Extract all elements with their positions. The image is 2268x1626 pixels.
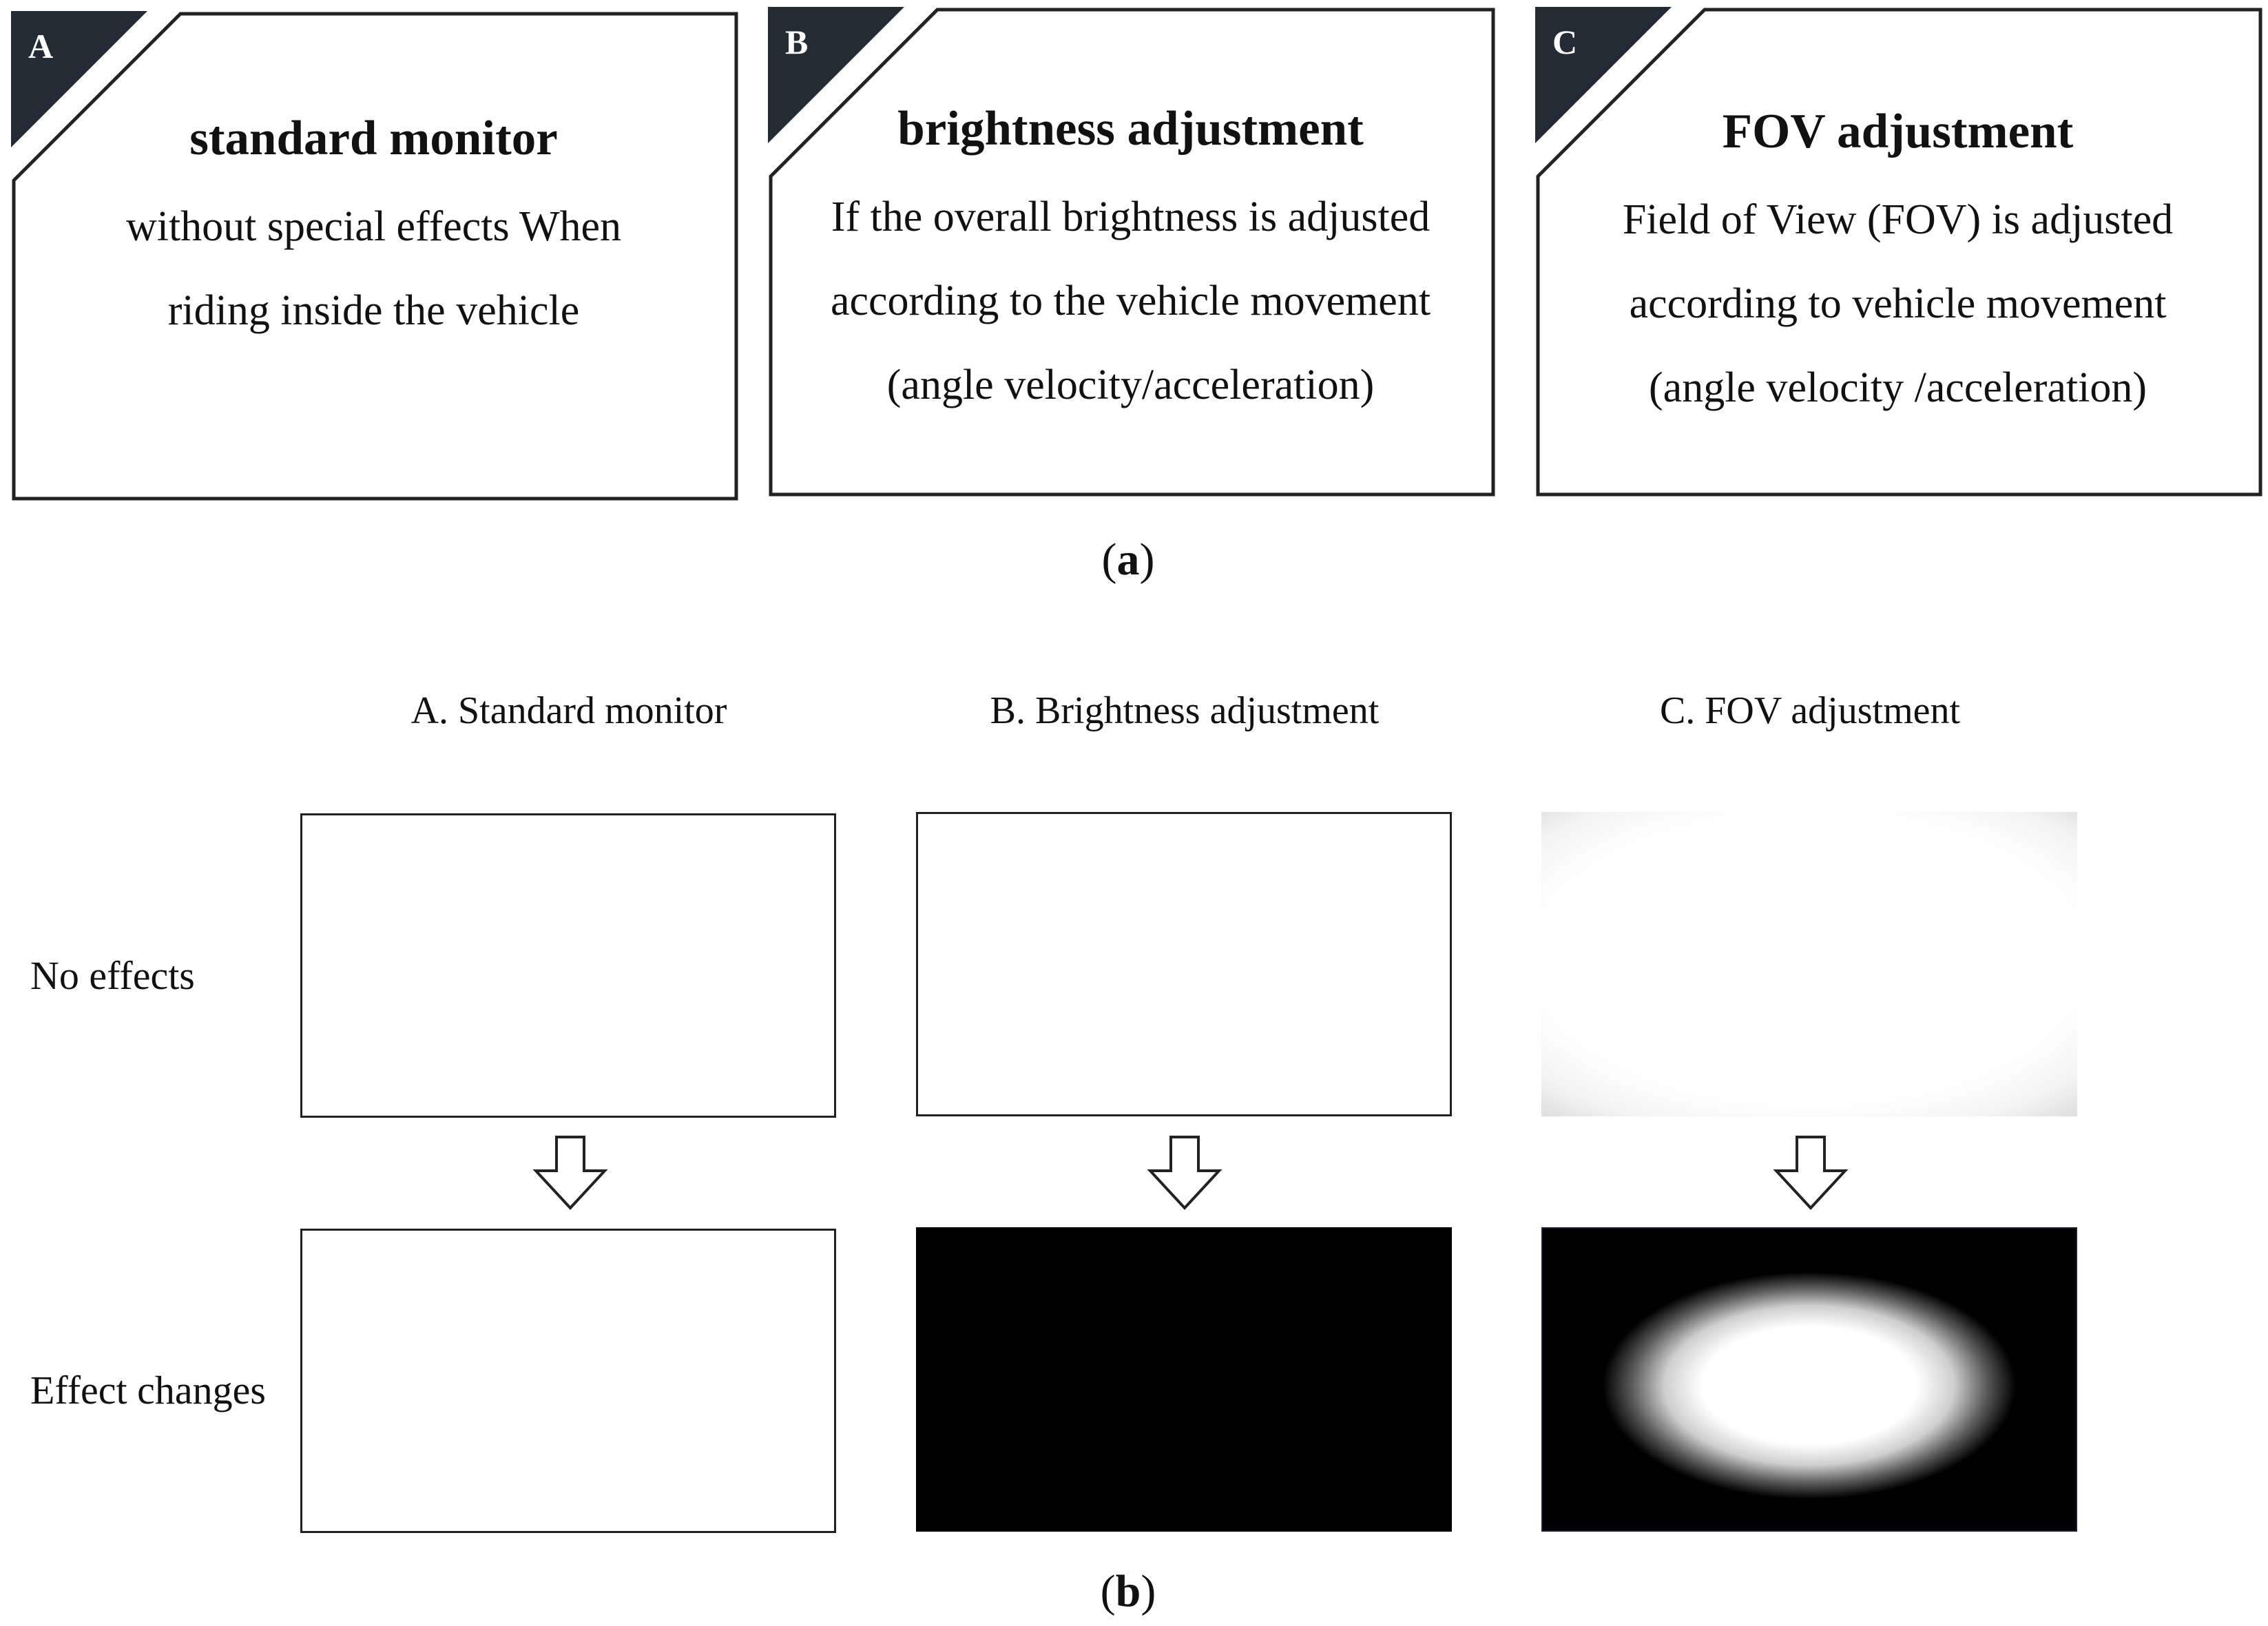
card-text-line: (angle velocity /acceleration) [1649, 364, 2147, 411]
card-text-line: according to the vehicle movement [830, 278, 1431, 324]
card-c [1534, 6, 2262, 496]
card-title: FOV adjustment [1722, 105, 2074, 158]
row-header-no-effects: No effects [30, 953, 195, 998]
caption-a: (a) [1101, 534, 1155, 585]
column-header-fov: C. FOV adjustment [1659, 689, 1961, 732]
panel-brightness-effect-changes [916, 1227, 1452, 1532]
panel-fov-no-effects [1541, 812, 2077, 1116]
card-tag: A [28, 27, 54, 65]
down-arrow-icon [1773, 1135, 1849, 1211]
card-text-line: according to vehicle movement [1629, 280, 2167, 327]
panel-brightness-no-effects [916, 812, 1452, 1116]
row-header-effect-changes: Effect changes [30, 1368, 266, 1413]
card-tag: B [785, 23, 809, 61]
column-header-standard: A. Standard monitor [410, 689, 727, 732]
card-text-line: without special effects When [125, 203, 622, 250]
caption-letter: b [1115, 1566, 1141, 1616]
caption-b: (b) [1100, 1566, 1156, 1616]
card-frame [10, 10, 738, 500]
caption-letter: a [1116, 534, 1140, 585]
card-a [10, 10, 738, 500]
card-text-line: riding inside the vehicle [167, 287, 580, 334]
card-b [767, 6, 1495, 496]
down-arrow-icon [532, 1135, 608, 1211]
card-text-line: If the overall brightness is adjusted [831, 194, 1430, 240]
down-arrow-icon [1147, 1135, 1223, 1211]
card-frame [1534, 6, 2262, 496]
panel-standard-effect-changes [300, 1229, 836, 1533]
card-title: brightness adjustment [897, 102, 1364, 156]
panel-fov-effect-changes [1541, 1227, 2077, 1532]
card-text-line: (angle velocity/acceleration) [886, 362, 1375, 408]
column-header-brightness: B. Brightness adjustment [990, 689, 1380, 732]
card-text-line: Field of View (FOV) is adjusted [1622, 196, 2174, 243]
card-frame [767, 6, 1495, 496]
card-tag: C [1552, 23, 1578, 61]
panel-standard-no-effects [300, 813, 836, 1118]
card-title: standard monitor [189, 112, 558, 165]
